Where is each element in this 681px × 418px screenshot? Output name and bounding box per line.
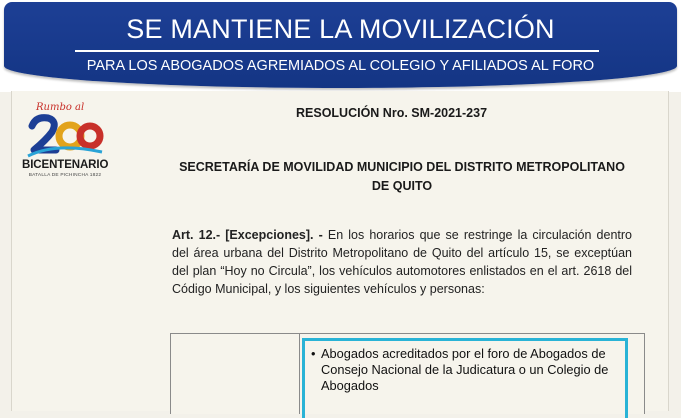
logo-script-text: Rumbo al <box>36 102 85 113</box>
logo-200-mark-icon <box>26 112 104 160</box>
banner-subtitle: PARA LOS ABOGADOS AGREMIADOS AL COLEGIO Y AFILIADOS AL FORO <box>86 58 595 74</box>
article-heading: Art. 12.- [Excepciones]. - <box>172 228 323 242</box>
article-body: En los horarios que se restringe la circulación dentro del área urbana del Distrito Metropolitano de Quito del artículo 15, se exceptúan del plan “Hoy no Circula”, los vehículos automotores enlistados en el art. 2618 del Código Municipal, y los siguientes vehículos y personas: <box>172 228 633 296</box>
logo-tagline: BATALLA DE PICHINCHA 1822 <box>28 173 102 178</box>
banner-divider <box>75 50 599 52</box>
list-item <box>311 346 627 394</box>
bullet-icon: • <box>311 346 316 361</box>
secretaria-heading: SECRETARÍA DE MOVILIDAD MUNICIPIO DEL DISTRITO METROPOLITANO DE QUITO <box>179 160 625 193</box>
header-banner <box>0 0 681 92</box>
bicentenario-logo <box>22 102 108 182</box>
table-column-divider <box>299 334 300 414</box>
exceptions-table <box>170 333 645 414</box>
article-paragraph <box>172 226 632 298</box>
highlighted-cell <box>302 338 628 418</box>
logo-name: BICENTENARIO <box>22 159 109 171</box>
list-item-text: Abogados acreditados por el foro de Abogados de Consejo Nacional de la Judicatura o un Colegio de Abogados <box>321 346 609 393</box>
resolution-number: RESOLUCIÓN Nro. SM-2021-237 <box>296 106 488 120</box>
banner-title: SE MANTIENE LA MOVILIZACIÓN <box>126 14 555 44</box>
